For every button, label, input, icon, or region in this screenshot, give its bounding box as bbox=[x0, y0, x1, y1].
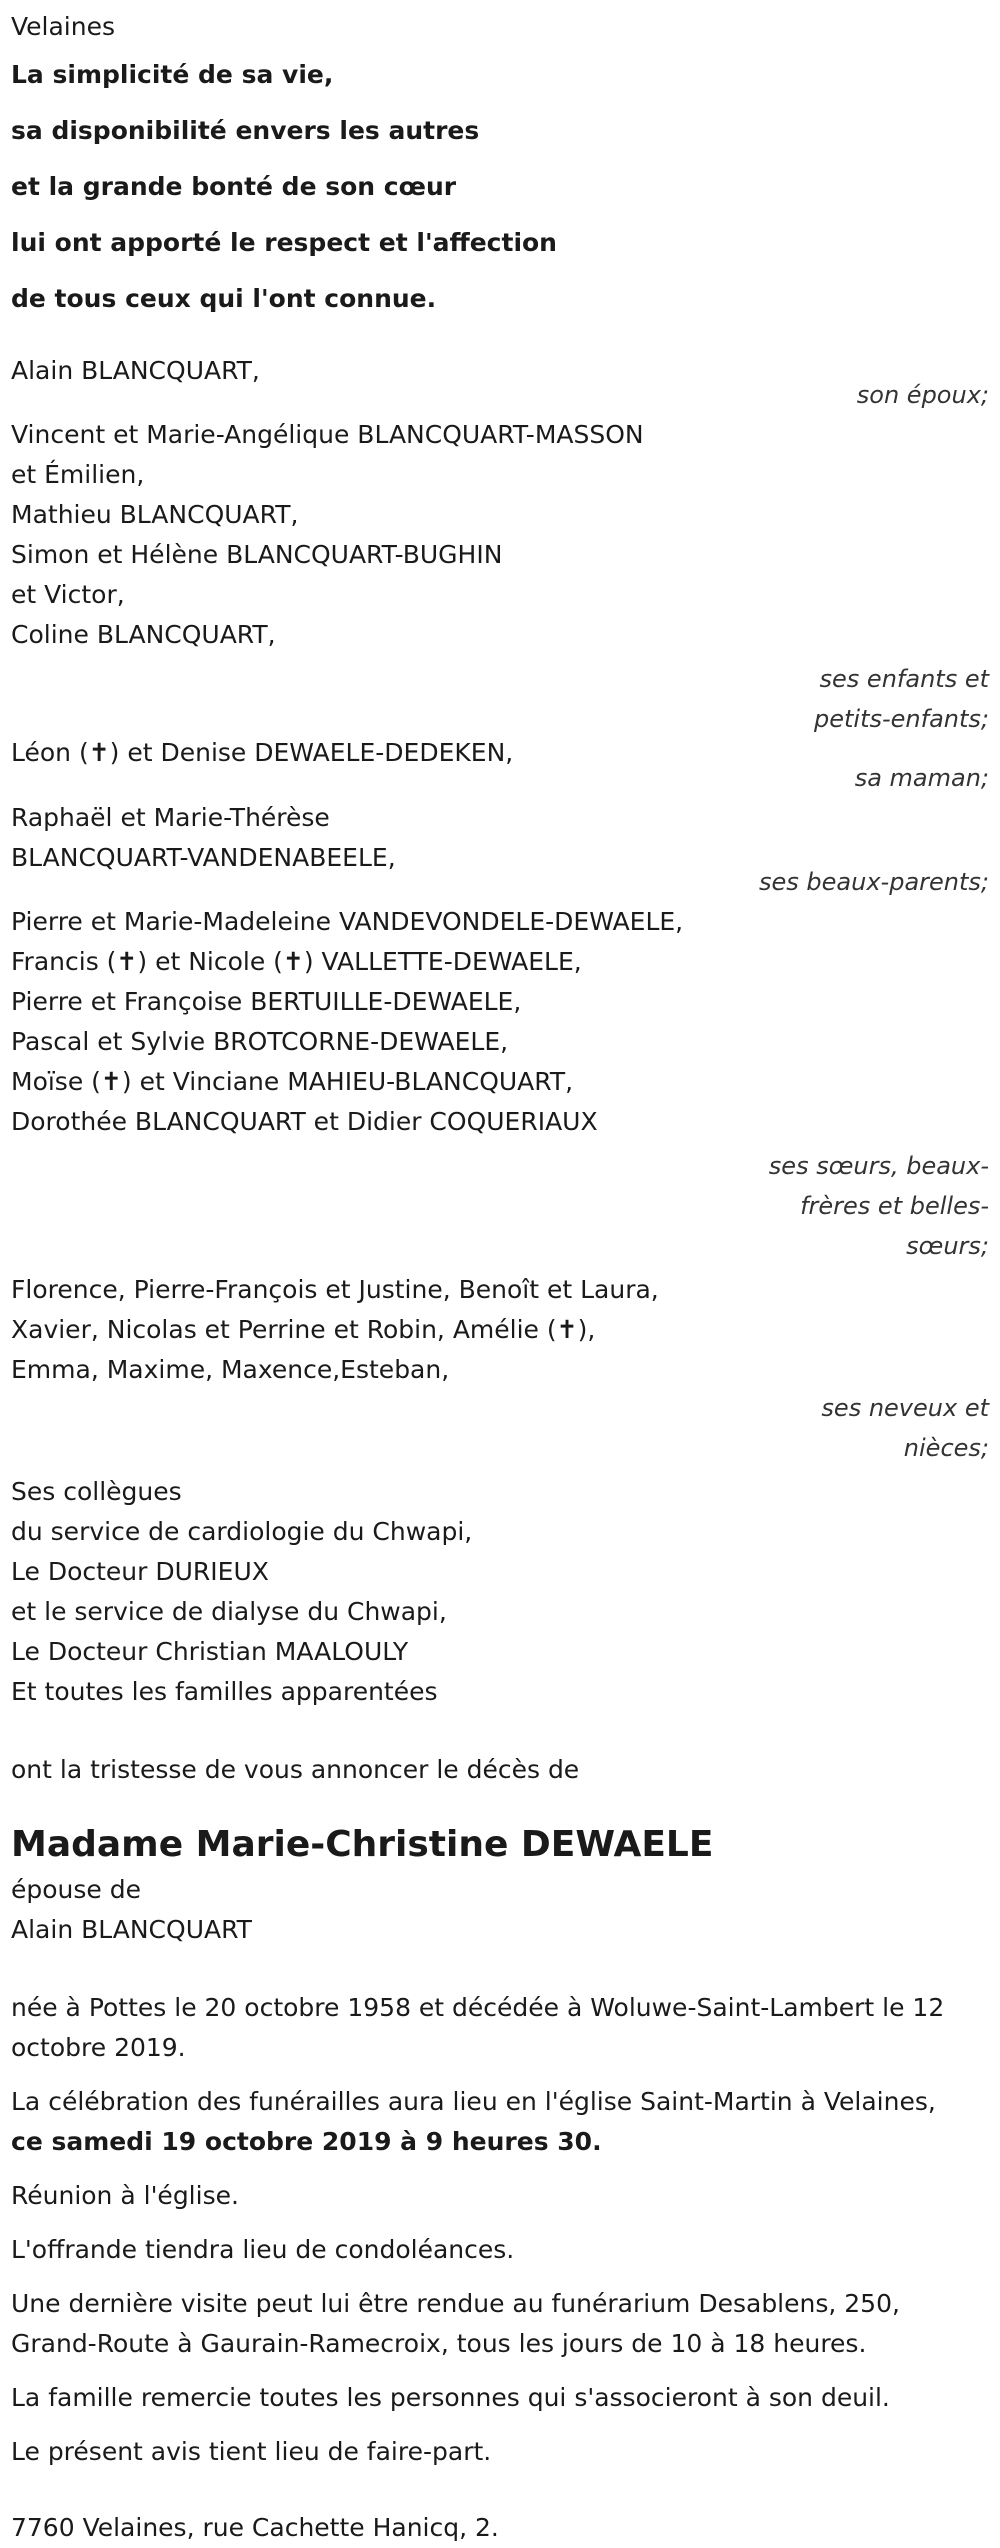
relationship-label: ses neveux et bbox=[821, 1394, 989, 1422]
relationship-label: sœurs; bbox=[906, 1232, 989, 1260]
funeral-details bbox=[11, 2082, 989, 2162]
funeral-date: ce samedi 19 octobre 2019 à 9 heures 30. bbox=[11, 2127, 602, 2156]
family-member: Coline BLANCQUART, bbox=[11, 620, 276, 649]
relationship-label: ses enfants et bbox=[819, 665, 989, 693]
family-children bbox=[11, 415, 989, 739]
funeral-intro: La célébration des funérailles aura lieu en l'église Saint-Martin à Velaines, bbox=[11, 2087, 936, 2116]
offering-text: L'offrande tiendra lieu de condoléances. bbox=[11, 2235, 515, 2264]
family-member: Simon et Hélène BLANCQUART-BUGHIN bbox=[11, 540, 503, 569]
family-member: Emma, Maxime, Maxence,Esteban, bbox=[11, 1355, 450, 1384]
relationship-label: nièces; bbox=[903, 1434, 989, 1462]
quote-line: de tous ceux qui l'ont connue. bbox=[11, 284, 437, 313]
visit-text: Une dernière visite peut lui être rendue au funérarium Desablens, 250, Grand-Route à Gaurain-Ramecroix, tous les jours de 10 à 18 heures. bbox=[11, 2289, 900, 2358]
notice-text: Le présent avis tient lieu de faire-part. bbox=[11, 2437, 492, 2466]
family-mother bbox=[11, 733, 989, 798]
relationship-label: frères et belles- bbox=[800, 1192, 989, 1220]
family-nephews bbox=[11, 1270, 989, 1468]
family-member: et Victor, bbox=[11, 580, 125, 609]
family-siblings bbox=[11, 902, 989, 1266]
family-member: Xavier, Nicolas et Perrine et Robin, Amélie (✝), bbox=[11, 1315, 596, 1344]
deceased-name: Madame Marie-Christine DEWAELE bbox=[11, 1824, 714, 1865]
deceased-spouse-label: épouse de bbox=[11, 1875, 141, 1904]
colleague-line: Ses collègues bbox=[11, 1477, 182, 1506]
family-member: Vincent et Marie-Angélique BLANCQUART-MASSON bbox=[11, 420, 644, 449]
relationship-label: petits-enfants; bbox=[814, 705, 989, 733]
family-spouse bbox=[11, 351, 989, 415]
family-member: Florence, Pierre-François et Justine, Benoît et Laura, bbox=[11, 1275, 659, 1304]
colleagues bbox=[11, 1472, 989, 1712]
relationship-label: son époux; bbox=[856, 381, 989, 409]
meeting-text: Réunion à l'église. bbox=[11, 2181, 239, 2210]
memorial-quote bbox=[11, 47, 989, 327]
family-member: Francis (✝) et Nicole (✝) VALLETTE-DEWAELE, bbox=[11, 947, 582, 976]
colleague-line: Le Docteur Christian MAALOULY bbox=[11, 1637, 409, 1666]
thanks-text: La famille remercie toutes les personnes qui s'associeront à son deuil. bbox=[11, 2383, 890, 2412]
family-member: Moïse (✝) et Vinciane MAHIEU-BLANCQUART, bbox=[11, 1067, 574, 1096]
relationship-label: ses sœurs, beaux- bbox=[768, 1152, 989, 1180]
family-member: et Émilien, bbox=[11, 460, 145, 489]
colleague-line: du service de cardiologie du Chwapi, bbox=[11, 1517, 473, 1546]
city-heading: Velaines bbox=[11, 12, 116, 41]
family-in-laws bbox=[11, 798, 989, 902]
announcement-text: ont la tristesse de vous annoncer le décès de bbox=[11, 1755, 580, 1784]
quote-line: lui ont apporté le respect et l'affection bbox=[11, 228, 557, 257]
quote-line: La simplicité de sa vie, bbox=[11, 60, 334, 89]
relationship-label: sa maman; bbox=[854, 764, 989, 792]
quote-line: sa disponibilité envers les autres bbox=[11, 116, 480, 145]
colleague-line: Et toutes les familles apparentées bbox=[11, 1677, 438, 1706]
family-member: Léon (✝) et Denise DEWAELE-DEDEKEN, bbox=[11, 738, 514, 767]
colleague-line: et le service de dialyse du Chwapi, bbox=[11, 1597, 447, 1626]
family-member: Pierre et Marie-Madeleine VANDEVONDELE-DEWAELE, bbox=[11, 907, 684, 936]
family-member: Raphaël et Marie-Thérèse bbox=[11, 803, 330, 832]
family-member: Pierre et Françoise BERTUILLE-DEWAELE, bbox=[11, 987, 522, 1016]
deceased-spouse-name: Alain BLANCQUART bbox=[11, 1915, 252, 1944]
colleague-line: Le Docteur DURIEUX bbox=[11, 1557, 269, 1586]
family-member: Dorothée BLANCQUART et Didier COQUERIAUX bbox=[11, 1107, 598, 1136]
birth-death-text: née à Pottes le 20 octobre 1958 et décédée à Woluwe-Saint-Lambert le 12 octobre 2019. bbox=[11, 1993, 945, 2062]
relationship-label: ses beaux-parents; bbox=[759, 868, 989, 896]
obituary bbox=[11, 0, 989, 2548]
family-member: Alain BLANCQUART, bbox=[11, 356, 260, 385]
family-member: BLANCQUART-VANDENABEELE, bbox=[11, 843, 396, 872]
quote-line: et la grande bonté de son cœur bbox=[11, 172, 457, 201]
family-member: Pascal et Sylvie BROTCORNE-DEWAELE, bbox=[11, 1027, 509, 1056]
family-address: 7760 Velaines, rue Cachette Hanicq, 2. bbox=[11, 2513, 499, 2542]
family-member: Mathieu BLANCQUART, bbox=[11, 500, 299, 529]
